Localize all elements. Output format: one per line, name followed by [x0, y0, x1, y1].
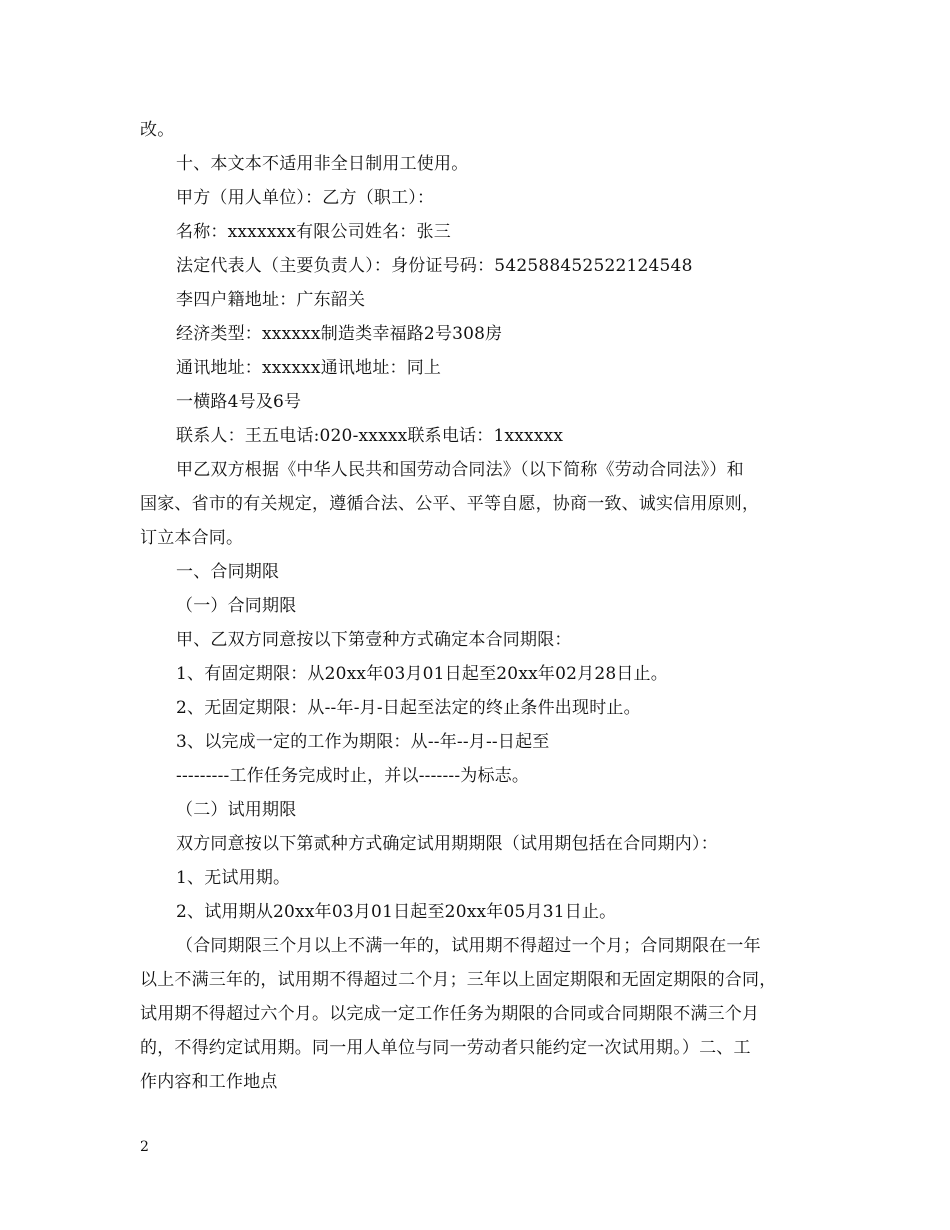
text-line: 改。: [140, 120, 175, 140]
text-line: 李四户籍地址：广东韶关: [176, 290, 366, 310]
subsection-heading: （二）试用期限: [176, 800, 297, 820]
text-line: 试用期不得超过六个月。以完成一定工作任务为期限的合同或合同期限不满三个月: [140, 1004, 760, 1024]
text-line: 作内容和工作地点: [140, 1072, 278, 1092]
text-line: ---------工作任务完成时止，并以-------为标志。: [176, 766, 530, 786]
text-line: 通讯地址：xxxxxx通讯地址：同上: [176, 358, 442, 378]
text-line: 经济类型：xxxxxx制造类幸福路2号308房: [176, 324, 503, 344]
page-number: 2: [140, 1139, 149, 1155]
text-line: 订立本合同。: [140, 528, 244, 548]
text-line: 2、无固定期限：从--年-月-日起至法定的终止条件出现时止。: [176, 698, 641, 718]
section-heading: 一、合同期限: [176, 562, 280, 582]
text-line: 甲方（用人单位）：乙方（职工）：: [176, 188, 435, 208]
text-line: 甲乙双方根据《中华人民共和国劳动合同法》（以下简称《劳动合同法》）和: [176, 460, 744, 480]
text-line: 十、本文本不适用非全日制用工使用。: [176, 154, 469, 174]
text-line: 甲、乙双方同意按以下第壹种方式确定本合同期限：: [176, 630, 572, 650]
text-line: 法定代表人（主要负责人）：身份证号码：542588452522124548: [176, 256, 693, 276]
text-line: 国家、省市的有关规定，遵循合法、公平、平等自愿，协商一致、诚实信用原则，: [140, 494, 760, 514]
text-line: 1、无试用期。: [176, 868, 291, 888]
text-line: 双方同意按以下第贰种方式确定试用期期限（试用期包括在合同期内）：: [176, 834, 718, 854]
subsection-heading: （一）合同期限: [176, 596, 297, 616]
text-line: 2、试用期从20xx年03月01日起至20xx年05月31日止。: [176, 902, 617, 922]
text-line: 以上不满三年的，试用期不得超过二个月；三年以上固定期限和无固定期限的合同，: [140, 970, 777, 990]
text-line: 的，不得约定试用期。同一用人单位与同一劳动者只能约定一次试用期。）二、工: [140, 1038, 751, 1058]
text-line: 名称：xxxxxxx有限公司姓名：张三: [176, 222, 451, 242]
text-line: 一横路4号及6号: [176, 392, 302, 412]
text-line: （合同期限三个月以上不满一年的，试用期不得超过一个月；合同期限在一年: [176, 936, 761, 956]
text-line: 1、有固定期限：从20xx年03月01日起至20xx年02月28日止。: [176, 664, 668, 684]
text-line: 联系人：王五电话:020-xxxxx联系电话：1xxxxxx: [176, 426, 564, 446]
text-line: 3、以完成一定的工作为期限：从--年--月--日起至: [176, 732, 550, 752]
